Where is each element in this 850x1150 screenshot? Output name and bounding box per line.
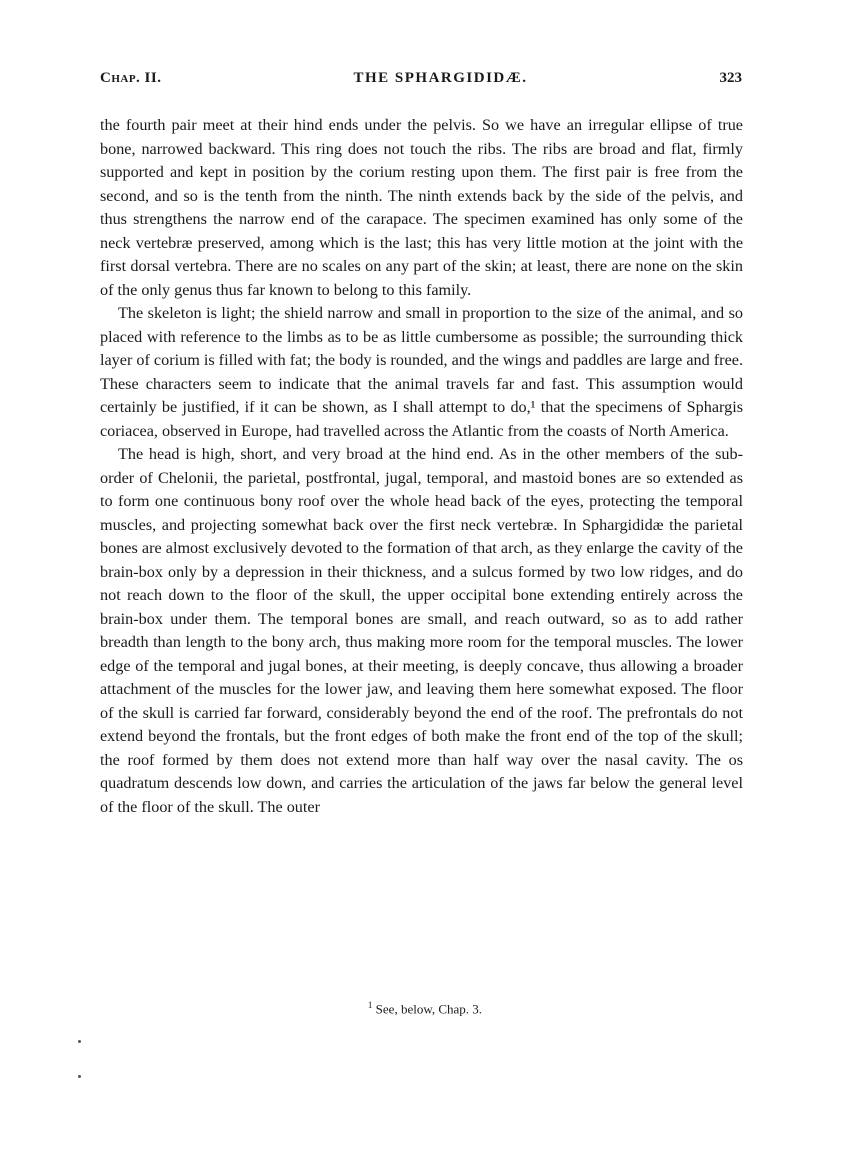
chapter-label: Chap. II. xyxy=(100,70,162,86)
paragraph-3: The head is high, short, and very broad at the hind end. As in the other members of the sub-order of Chelonii, the parietal, postfrontal, jugal, temporal, and mastoid bones are so extended as to form one continuous bony roof over the whole head back of the eyes, protecting the temporal muscles, and projecting somewhat back over the first neck vertebræ. In Sphargididæ the parietal bones are almost exclusively devoted to the formation of that arch, as they enlarge the cavity of the brain-box only by a depression in their thickness, and a sulcus formed by two low ridges, and do not reach down to the floor of the skull, the upper occipital bone extending entirely across the brain-box under them. The temporal bones are small, and reach outward, so as to add rather breadth than length to the bony arch, thus making more room for the temporal muscles. The lower edge of the temporal and jugal bones, at their meeting, is deeply concave, thus allowing a broader attachment of the muscles for the lower jaw, and leaving them here somewhat exposed. The floor of the skull is carried far forward, considerably beyond the end of the roof. The prefrontals do not extend beyond the frontals, but the front edges of both make the front end of the top of the skull; the roof formed by them does not extend more than half way over the nasal cavity. The os quadratum descends low down, and carries the articulation of the jaws far below the general level of the floor of the skull. The outer xyxy=(100,445,743,816)
footnote-text: See, below, Chap. 3. xyxy=(375,1001,483,1017)
scan-marks xyxy=(78,1040,81,1110)
paragraph-2: The skeleton is light; the shield narrow and small in proportion to the size of the animal, and so placed with reference to the limbs as to be as little cumbersome as possible; the surrounding thick layer of corium is filled with fat; the body is rounded, and the wings and paddles are large and free. These characters seem to indicate that the animal travels far and fast. This assumption would certainly be justified, if it can be shown, as I shall attempt to do,¹ that the specimens of Sphargis coriacea, observed in Europe, had travelled across the Atlantic from the coasts of North America. xyxy=(100,304,743,440)
running-header xyxy=(100,70,742,94)
running-title: THE SPHARGIDIDÆ. xyxy=(353,70,528,86)
footnote xyxy=(0,1000,850,1017)
body-text xyxy=(100,114,743,819)
scan-dot xyxy=(78,1040,81,1043)
scan-dot xyxy=(78,1075,81,1078)
paragraph-1: the fourth pair meet at their hind ends under the pelvis. So we have an irregular ellipse of true bone, narrowed backward. This ring does not touch the ribs. The ribs are broad and flat, firmly supported and kept in position by the corium resting upon them. The first pair is free from the second, and so is the tenth from the ninth. The ninth extends back by the side of the pelvis, and thus strengthens the narrow end of the carapace. The specimen examined has only some of the neck vertebræ preserved, among which is the last; this has very little motion at the joint with the first dorsal vertebra. There are no scales on any part of the skin; at least, there are none on the skin of the only genus thus far known to belong to this family. xyxy=(100,116,743,299)
page-number: 323 xyxy=(719,70,742,86)
footnote-mark: 1 xyxy=(367,1000,373,1010)
